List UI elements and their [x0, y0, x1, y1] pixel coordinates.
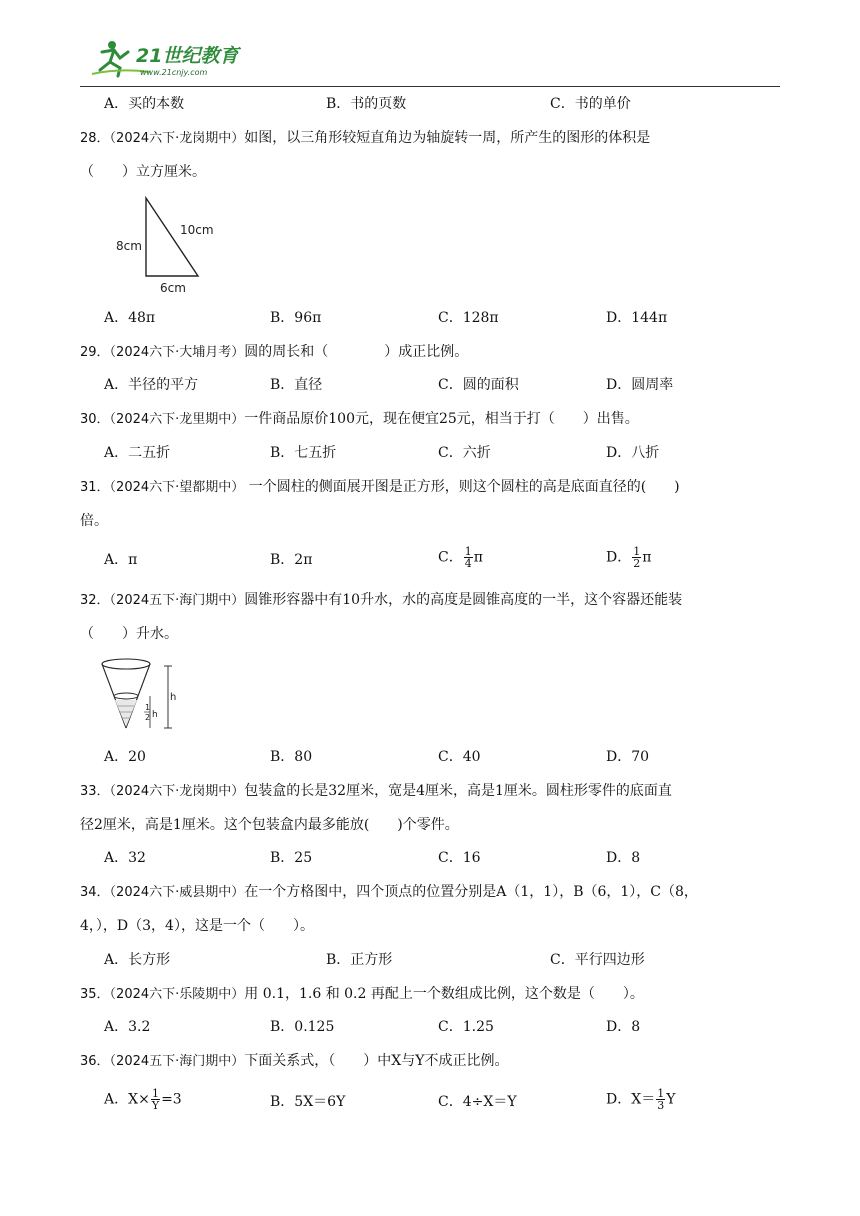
page-header — [80, 30, 780, 88]
q29-source: （2024六下·大埔月考） — [109, 345, 245, 360]
q31-text: 一个圆柱的侧面展开图是正方形，则这个圆柱的高是底面直径的( ) — [244, 479, 680, 495]
q32-source: （2024五下·海门期中） — [109, 593, 245, 608]
logo-url: www.21cnjy.com — [140, 68, 208, 77]
q32-option-c: C．40 — [438, 749, 481, 765]
q35-option-c: C．1.25 — [438, 1019, 494, 1035]
q33-stem-line1 — [80, 781, 672, 802]
q31-option-a: A．π — [104, 552, 138, 568]
q35-number: 35． — [80, 987, 110, 1002]
q34-number: 34． — [80, 885, 110, 900]
q31-option-c-label: C． — [438, 549, 463, 566]
q31-option-d — [606, 546, 651, 569]
q35-source: （2024六下·乐陵期中） — [109, 987, 245, 1002]
q28-option-a: A．48π — [104, 310, 156, 326]
q36-option-a-fraction — [151, 1088, 160, 1111]
q32-cone-figure — [98, 656, 188, 734]
q34-source: （2024六下·威县期中） — [109, 885, 245, 900]
q31-option-c-tail: π — [473, 549, 483, 566]
q31-option-d-tail: π — [642, 549, 652, 566]
q30-number: 30． — [80, 412, 110, 427]
q29-text: 圆的周长和（ ）成正比例。 — [244, 344, 469, 360]
q31-option-d-fraction — [632, 546, 641, 569]
q32-option-b: B．80 — [270, 749, 313, 765]
half-denominator: 2 — [145, 713, 151, 722]
fraction-denominator: 4 — [464, 557, 472, 570]
q31-option-c-fraction — [464, 546, 473, 569]
q34-text: 在一个方格图中，四个顶点的位置分别是A（1，1），B（6，1），C（8， — [244, 884, 698, 900]
q30-text: 一件商品原价100元，现在便宜25元，相当于打（ ）出售。 — [244, 411, 639, 427]
q30-option-c: C．六折 — [438, 445, 491, 461]
fraction-numerator: 1 — [657, 1087, 665, 1100]
q29-option-c: C．圆的面积 — [438, 377, 519, 393]
q27-option-c: C．书的单价 — [550, 96, 631, 112]
fraction-denominator: Y — [151, 1099, 160, 1112]
header-divider — [80, 86, 780, 87]
q34-option-c: C．平行四边形 — [550, 952, 645, 968]
q28-stem-line1 — [80, 128, 650, 149]
q29-option-d: D．圆周率 — [606, 377, 674, 393]
q36-option-a-label: A．X× — [104, 1091, 150, 1108]
q28-text: 如图，以三角形较短直角边为轴旋转一周，所产生的图形的体积是 — [244, 130, 651, 146]
q30-option-b: B．七五折 — [270, 445, 337, 461]
q33-number: 33． — [80, 784, 110, 799]
logo-title: 21世纪教育 — [136, 45, 239, 67]
q34-option-b: B．正方形 — [326, 952, 393, 968]
q34-stem-line2: 4，），D（3，4），这是一个（ ）。 — [80, 918, 314, 934]
q33-stem-line2: 径2厘米，高是1厘米。这个包装盒内最多能放( )个零件。 — [80, 817, 459, 833]
q36-source: （2024五下·海门期中） — [109, 1054, 245, 1069]
q36-option-a-tail: =3 — [161, 1091, 182, 1108]
q35-stem — [80, 984, 644, 1005]
q32-text: 圆锥形容器中有10升水，水的高度是圆锥高度的一半，这个容器还能装 — [244, 592, 683, 608]
q33-option-d: D．8 — [606, 850, 641, 866]
fraction-numerator: 1 — [464, 545, 472, 558]
q32-number: 32． — [80, 593, 110, 608]
q28-number: 28． — [80, 131, 110, 146]
q36-text: 下面关系式，（ ）中X与Y不成正比例。 — [244, 1053, 509, 1069]
half-h-label: h — [152, 710, 158, 720]
q28-source: （2024六下·龙岗期中） — [109, 131, 245, 146]
cone-height-label: h — [170, 692, 177, 703]
water-level-ellipse — [114, 693, 138, 699]
q29-stem — [80, 342, 468, 363]
q32-option-d: D．70 — [606, 749, 650, 765]
q33-source: （2024六下·龙岗期中） — [109, 784, 245, 799]
q36-option-d-label: D．X＝ — [606, 1091, 656, 1108]
q34-option-a: A．长方形 — [104, 952, 171, 968]
q27-option-a: A．买的本数 — [104, 96, 185, 112]
q35-option-a: A．3.2 — [104, 1019, 151, 1035]
q31-option-c — [438, 546, 483, 569]
q34-stem-line1 — [80, 882, 698, 903]
q31-number: 31． — [80, 480, 110, 495]
q33-text: 包装盒的长是32厘米，宽是4厘米，高是1厘米。圆柱形零件的底面直 — [244, 783, 672, 799]
q36-stem — [80, 1051, 508, 1072]
q29-number: 29． — [80, 345, 110, 360]
q28-stem-line2: （ ）立方厘米。 — [80, 164, 206, 180]
q30-stem — [80, 409, 639, 430]
q31-stem-line1 — [80, 477, 680, 498]
half-numerator: 1 — [145, 703, 151, 712]
fraction-denominator: 2 — [633, 557, 641, 570]
q28-triangle-figure — [110, 190, 230, 298]
right-triangle — [146, 198, 198, 276]
q32-stem-line2: （ ）升水。 — [80, 626, 178, 642]
q35-option-b: B．0.125 — [270, 1019, 335, 1035]
q28-option-d: D．144π — [606, 310, 668, 326]
q36-option-d-tail: Y — [666, 1091, 676, 1108]
q36-option-a — [104, 1088, 182, 1111]
q32-option-a: A．20 — [104, 749, 146, 765]
q31-stem-line2: 倍。 — [80, 513, 108, 529]
q36-option-c: C．4÷X＝Y — [438, 1094, 517, 1110]
cone-top-ellipse — [102, 659, 150, 669]
q36-option-d — [606, 1088, 675, 1111]
q28-label-bottom: 6cm — [160, 281, 186, 295]
q29-option-b: B．直径 — [270, 377, 323, 393]
q28-option-c: C．128π — [438, 310, 499, 326]
site-logo — [90, 38, 260, 80]
q33-option-c: C．16 — [438, 850, 481, 866]
q36-number: 36． — [80, 1054, 110, 1069]
fraction-numerator: 1 — [151, 1087, 159, 1100]
q35-text: 用 0.1，1.6 和 0.2 再配上一个数组成比例，这个数是（ ）。 — [244, 986, 644, 1002]
q28-label-left: 8cm — [116, 239, 142, 253]
q30-option-d: D．八折 — [606, 445, 660, 461]
q30-source: （2024六下·龙里期中） — [109, 412, 245, 427]
q35-option-d: D．8 — [606, 1019, 641, 1035]
fraction-numerator: 1 — [633, 545, 641, 558]
fraction-denominator: 3 — [657, 1099, 665, 1112]
q28-label-hyp: 10cm — [180, 223, 214, 237]
q29-option-a: A．半径的平方 — [104, 377, 199, 393]
q36-option-d-fraction — [656, 1088, 665, 1111]
q33-option-b: B．25 — [270, 850, 313, 866]
q36-option-b: B．5X＝6Y — [270, 1094, 346, 1110]
q33-option-a: A．32 — [104, 850, 146, 866]
q28-option-b: B．96π — [270, 310, 322, 326]
q31-source: （2024六下·望都期中） — [109, 480, 245, 495]
q32-stem-line1 — [80, 590, 682, 611]
q31-option-b: B．2π — [270, 552, 313, 568]
q30-option-a: A．二五折 — [104, 445, 171, 461]
q27-option-b: B．书的页数 — [326, 96, 407, 112]
q31-option-d-label: D． — [606, 549, 632, 566]
